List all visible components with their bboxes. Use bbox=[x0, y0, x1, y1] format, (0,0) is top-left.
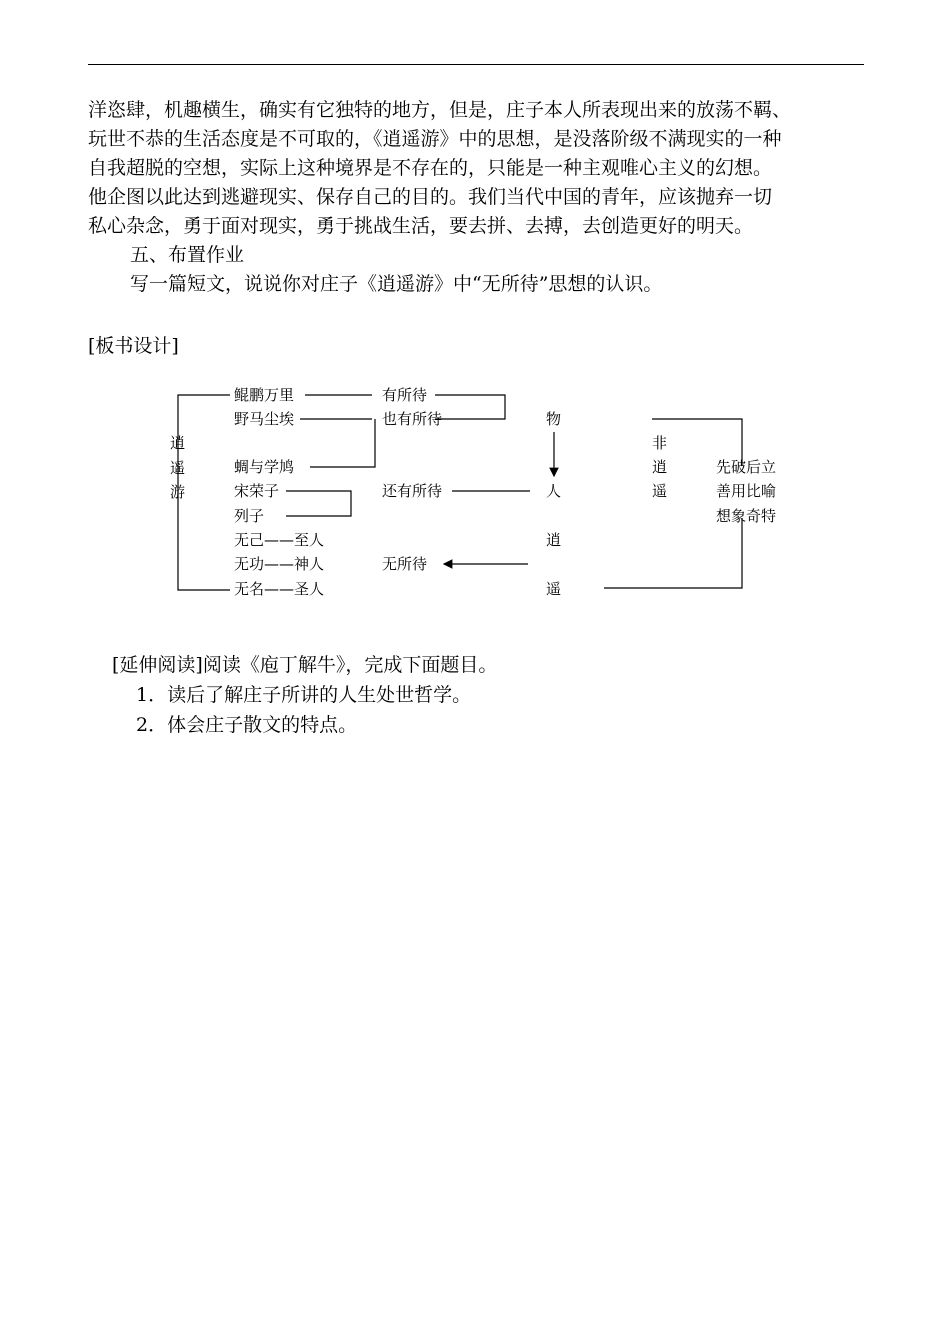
section5-heading: 五、布置作业 bbox=[130, 244, 245, 266]
extended-reading-label: [延伸阅读]阅读《庖丁解牛》，完成下面题目。 bbox=[112, 654, 498, 676]
item-5: 列子 bbox=[234, 507, 265, 525]
right-char-1: 非 bbox=[652, 434, 668, 452]
connector-3 bbox=[310, 419, 375, 467]
center-char-4: 遥 bbox=[546, 580, 562, 598]
right-bracket-bottom bbox=[604, 518, 742, 588]
center-char-2: 人 bbox=[546, 482, 562, 500]
bracket-1 bbox=[435, 395, 505, 419]
item-4: 宋荣子 bbox=[234, 482, 280, 500]
center-char-3: 逍 bbox=[546, 531, 562, 549]
title-char-3: 游 bbox=[170, 483, 186, 501]
feature-1: 先破后立 bbox=[716, 458, 777, 476]
body-text bbox=[88, 96, 868, 299]
item-6: 无己——至人 bbox=[234, 531, 325, 549]
body-line-1: 洋恣肆，机趣横生，确实有它独特的地方，但是，庄子本人所表现出来的放荡不羁、 bbox=[88, 99, 792, 121]
header-rule bbox=[88, 64, 864, 65]
bracket-2 bbox=[286, 491, 351, 516]
body-line-4: 他企图以此达到逃避现实、保存自己的目的。我们当代中国的青年，应该抛弃一切 bbox=[88, 186, 773, 208]
title-char-2: 遥 bbox=[170, 459, 186, 477]
item-2: 野马尘埃 bbox=[234, 410, 295, 428]
section5-task: 写一篇短文，说说你对庄子《逍遥游》中“无所待”思想的认识。 bbox=[130, 273, 663, 295]
extended-reading-item-2: 2．体会庄子散文的特点。 bbox=[136, 714, 358, 736]
feature-2: 善用比喻 bbox=[716, 482, 777, 500]
item-3: 蜩与学鸠 bbox=[234, 458, 295, 476]
body-line-3: 自我超脱的空想，实际上这种境界是不存在的，只能是一种主观唯心主义的幻想。 bbox=[88, 157, 773, 179]
board-design-label: [板书设计] bbox=[88, 335, 179, 357]
relation-3: 还有所待 bbox=[382, 482, 443, 500]
right-char-2: 逍 bbox=[652, 458, 668, 476]
relation-1: 有所待 bbox=[382, 386, 428, 404]
left-bracket-line bbox=[178, 395, 230, 590]
relation-2: 也有所待 bbox=[382, 410, 443, 428]
right-char-3: 遥 bbox=[652, 482, 668, 500]
center-char-1: 物 bbox=[546, 410, 562, 428]
body-line-5: 私心杂念，勇于面对现实，勇于挑战生活，要去拼、去搏，去创造更好的明天。 bbox=[88, 215, 754, 237]
body-line-2: 玩世不恭的生活态度是不可取的，《逍遥游》中的思想，是没落阶级不满现实的一种 bbox=[88, 128, 782, 150]
extended-reading-item-1: 1．读后了解庄子所讲的人生处世哲学。 bbox=[136, 684, 472, 706]
item-8: 无名——圣人 bbox=[234, 580, 325, 598]
title-char-1: 逍 bbox=[170, 434, 186, 452]
relation-4: 无所待 bbox=[382, 555, 428, 573]
item-1: 鲲鹏万里 bbox=[234, 386, 295, 404]
feature-3: 想象奇特 bbox=[716, 507, 777, 525]
item-7: 无功——神人 bbox=[234, 555, 325, 573]
board-diagram bbox=[0, 370, 950, 610]
